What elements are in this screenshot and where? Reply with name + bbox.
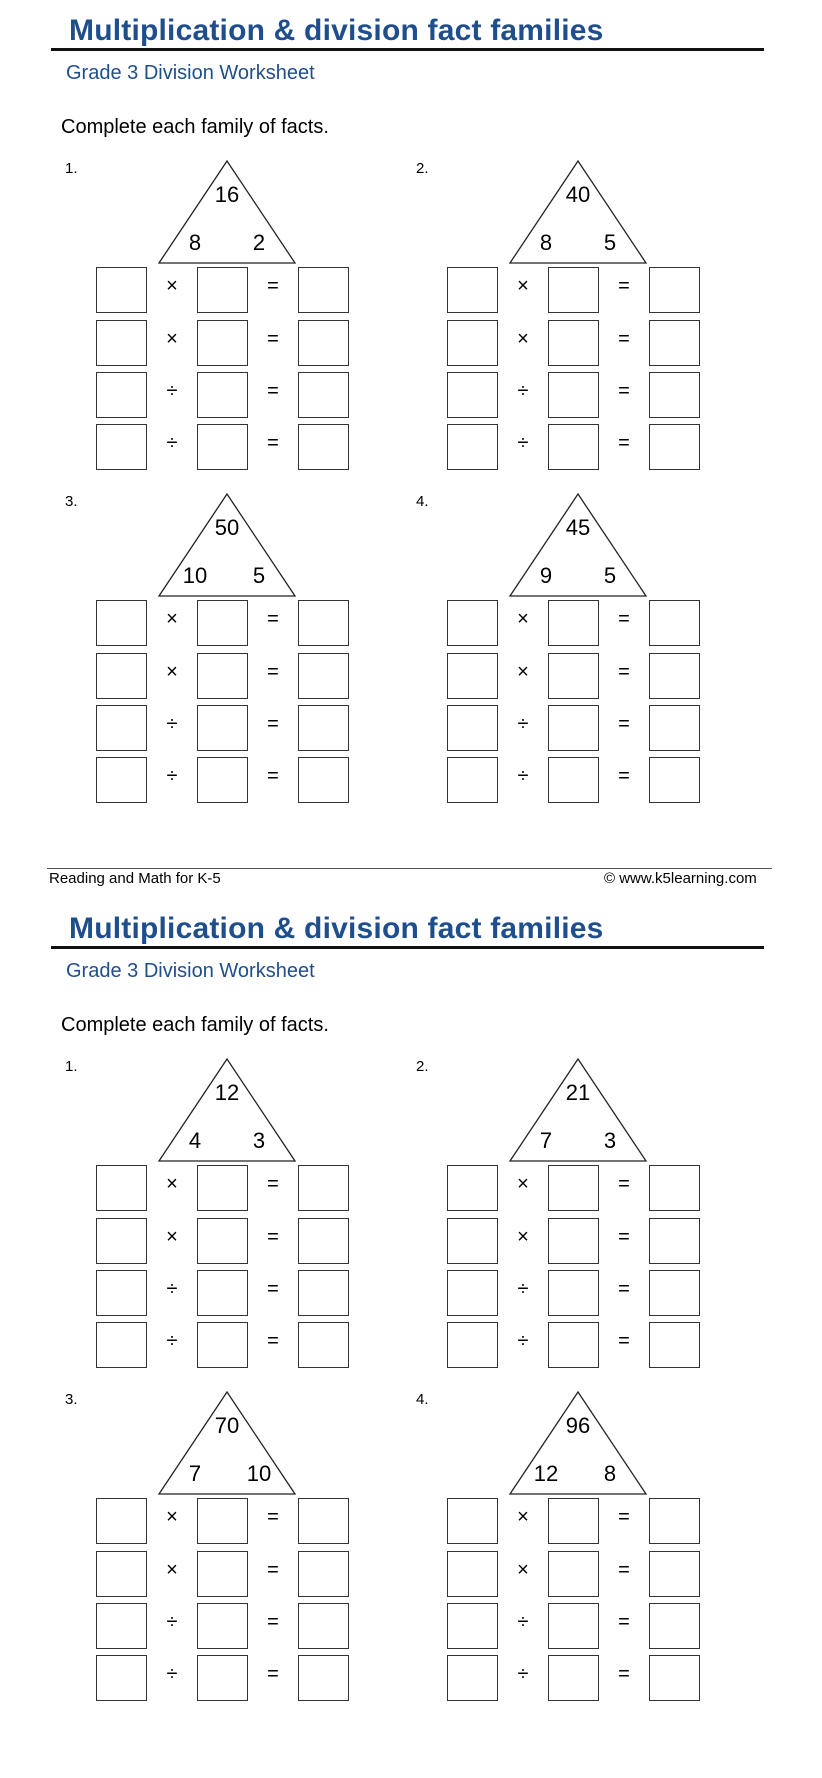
equation-row bbox=[96, 1603, 356, 1649]
answer-box[interactable] bbox=[447, 372, 498, 418]
multiply-sign: × bbox=[166, 1226, 178, 1248]
answer-box[interactable] bbox=[197, 1218, 248, 1264]
answer-box[interactable] bbox=[298, 1603, 349, 1649]
answer-box[interactable] bbox=[649, 372, 700, 418]
fact-family-problem bbox=[416, 493, 746, 813]
answer-box[interactable] bbox=[298, 1165, 349, 1211]
equals-sign: = bbox=[618, 328, 630, 350]
answer-box[interactable] bbox=[548, 1218, 599, 1264]
answer-box[interactable] bbox=[96, 424, 147, 470]
multiply-sign: × bbox=[517, 328, 529, 350]
multiply-sign: × bbox=[517, 608, 529, 630]
answer-box[interactable] bbox=[447, 1551, 498, 1597]
multiply-sign: × bbox=[166, 275, 178, 297]
multiply-sign: × bbox=[166, 1506, 178, 1528]
divide-sign: ÷ bbox=[166, 713, 178, 735]
answer-box[interactable] bbox=[649, 653, 700, 699]
answer-box[interactable] bbox=[649, 1655, 700, 1701]
triangle-product: 21 bbox=[565, 1080, 591, 1105]
answer-box[interactable] bbox=[197, 1603, 248, 1649]
answer-box[interactable] bbox=[548, 705, 599, 751]
equation-row bbox=[96, 705, 356, 751]
triangle-product: 16 bbox=[214, 182, 240, 207]
equation-row bbox=[96, 1218, 356, 1264]
problem-number: 1. bbox=[65, 160, 78, 177]
divide-sign: ÷ bbox=[517, 432, 529, 454]
divide-sign: ÷ bbox=[517, 713, 529, 735]
answer-box[interactable] bbox=[548, 757, 599, 803]
fact-triangle bbox=[508, 1391, 648, 1495]
answer-box[interactable] bbox=[447, 600, 498, 646]
equation-row bbox=[96, 267, 356, 313]
equals-sign: = bbox=[618, 765, 630, 787]
fact-family-problem bbox=[65, 1391, 395, 1711]
equation-row bbox=[96, 600, 356, 646]
equation-row bbox=[447, 1322, 707, 1368]
triangle-product: 40 bbox=[565, 182, 591, 207]
answer-box[interactable] bbox=[447, 1270, 498, 1316]
answer-box[interactable] bbox=[96, 705, 147, 751]
answer-box[interactable] bbox=[447, 1498, 498, 1544]
fact-triangle bbox=[508, 493, 648, 597]
answer-box[interactable] bbox=[298, 705, 349, 751]
answer-box[interactable] bbox=[298, 424, 349, 470]
answer-box[interactable] bbox=[197, 1165, 248, 1211]
equals-sign: = bbox=[267, 380, 279, 402]
answer-box[interactable] bbox=[548, 267, 599, 313]
equation-row bbox=[96, 757, 356, 803]
answer-box[interactable] bbox=[548, 424, 599, 470]
equation-row bbox=[447, 705, 707, 751]
triangle-factor-right: 5 bbox=[603, 563, 617, 588]
equals-sign: = bbox=[618, 432, 630, 454]
equals-sign: = bbox=[618, 661, 630, 683]
answer-box[interactable] bbox=[447, 1165, 498, 1211]
answer-box[interactable] bbox=[298, 653, 349, 699]
worksheet-page-1 bbox=[0, 0, 822, 887]
multiply-sign: × bbox=[517, 1506, 529, 1528]
answer-box[interactable] bbox=[447, 757, 498, 803]
answer-box[interactable] bbox=[197, 1270, 248, 1316]
equation-row bbox=[447, 267, 707, 313]
triangle-product: 50 bbox=[214, 515, 240, 540]
triangle-factor-left: 7 bbox=[539, 1128, 553, 1153]
answer-box[interactable] bbox=[548, 372, 599, 418]
answer-box[interactable] bbox=[96, 1270, 147, 1316]
equation-row bbox=[447, 424, 707, 470]
triangle-factor-left: 8 bbox=[539, 230, 553, 255]
fact-triangle bbox=[157, 160, 297, 264]
equation-row bbox=[96, 1270, 356, 1316]
equals-sign: = bbox=[267, 328, 279, 350]
answer-box[interactable] bbox=[649, 705, 700, 751]
equation-row bbox=[447, 1165, 707, 1211]
equation-row bbox=[96, 1322, 356, 1368]
answer-box[interactable] bbox=[96, 267, 147, 313]
answer-box[interactable] bbox=[96, 1655, 147, 1701]
answer-box[interactable] bbox=[649, 600, 700, 646]
problem-number: 2. bbox=[416, 160, 429, 177]
answer-box[interactable] bbox=[96, 653, 147, 699]
triangle-product: 70 bbox=[214, 1413, 240, 1438]
equals-sign: = bbox=[267, 1559, 279, 1581]
equals-sign: = bbox=[267, 275, 279, 297]
answer-box[interactable] bbox=[96, 320, 147, 366]
multiply-sign: × bbox=[166, 608, 178, 630]
answer-box[interactable] bbox=[298, 1270, 349, 1316]
answer-box[interactable] bbox=[298, 320, 349, 366]
answer-box[interactable] bbox=[197, 424, 248, 470]
answer-box[interactable] bbox=[447, 320, 498, 366]
footer-copyright: © www.k5learning.com bbox=[604, 870, 757, 887]
answer-box[interactable] bbox=[649, 1218, 700, 1264]
equals-sign: = bbox=[618, 275, 630, 297]
equals-sign: = bbox=[267, 608, 279, 630]
footer-left-text: Reading and Math for K-5 bbox=[49, 870, 221, 887]
answer-box[interactable] bbox=[298, 600, 349, 646]
equals-sign: = bbox=[267, 1278, 279, 1300]
equals-sign: = bbox=[267, 1173, 279, 1195]
answer-box[interactable] bbox=[298, 757, 349, 803]
instructions: Complete each family of facts. bbox=[61, 116, 329, 138]
answer-box[interactable] bbox=[649, 1270, 700, 1316]
answer-box[interactable] bbox=[197, 320, 248, 366]
divide-sign: ÷ bbox=[166, 765, 178, 787]
answer-box[interactable] bbox=[649, 1551, 700, 1597]
equation-row bbox=[447, 372, 707, 418]
equation-row bbox=[447, 757, 707, 803]
multiply-sign: × bbox=[517, 1173, 529, 1195]
divide-sign: ÷ bbox=[166, 1278, 178, 1300]
answer-box[interactable] bbox=[548, 1655, 599, 1701]
equals-sign: = bbox=[618, 1506, 630, 1528]
multiply-sign: × bbox=[517, 275, 529, 297]
answer-box[interactable] bbox=[649, 1165, 700, 1211]
triangle-factor-left: 10 bbox=[182, 563, 208, 588]
answer-box[interactable] bbox=[96, 1322, 147, 1368]
equals-sign: = bbox=[618, 713, 630, 735]
equation-row bbox=[447, 1498, 707, 1544]
equation-row bbox=[447, 1551, 707, 1597]
answer-box[interactable] bbox=[447, 1218, 498, 1264]
answer-box[interactable] bbox=[197, 267, 248, 313]
multiply-sign: × bbox=[517, 1226, 529, 1248]
answer-box[interactable] bbox=[197, 757, 248, 803]
fact-triangle bbox=[508, 1058, 648, 1162]
triangle-factor-left: 4 bbox=[188, 1128, 202, 1153]
problem-number: 3. bbox=[65, 493, 78, 510]
fact-triangle bbox=[157, 1058, 297, 1162]
answer-box[interactable] bbox=[96, 600, 147, 646]
answer-box[interactable] bbox=[96, 1165, 147, 1211]
equation-row bbox=[96, 1165, 356, 1211]
multiply-sign: × bbox=[166, 1559, 178, 1581]
multiply-sign: × bbox=[166, 1173, 178, 1195]
triangle-factor-right: 10 bbox=[246, 1461, 272, 1486]
answer-box[interactable] bbox=[96, 1551, 147, 1597]
equals-sign: = bbox=[267, 713, 279, 735]
page-title: Multiplication & division fact families bbox=[69, 912, 604, 945]
title-divider bbox=[51, 946, 764, 949]
equals-sign: = bbox=[267, 1506, 279, 1528]
equation-row bbox=[96, 1498, 356, 1544]
multiply-sign: × bbox=[166, 328, 178, 350]
divide-sign: ÷ bbox=[166, 1611, 178, 1633]
equation-row bbox=[447, 653, 707, 699]
divide-sign: ÷ bbox=[166, 432, 178, 454]
equals-sign: = bbox=[267, 661, 279, 683]
equation-row bbox=[96, 372, 356, 418]
triangle-factor-right: 3 bbox=[252, 1128, 266, 1153]
answer-box[interactable] bbox=[649, 424, 700, 470]
equation-row bbox=[447, 1655, 707, 1701]
fact-triangle bbox=[157, 1391, 297, 1495]
answer-box[interactable] bbox=[447, 267, 498, 313]
equation-row bbox=[447, 600, 707, 646]
title-divider bbox=[51, 48, 764, 51]
answer-box[interactable] bbox=[447, 1322, 498, 1368]
page-subtitle: Grade 3 Division Worksheet bbox=[66, 62, 315, 84]
divide-sign: ÷ bbox=[166, 1663, 178, 1685]
equals-sign: = bbox=[618, 1330, 630, 1352]
page-subtitle: Grade 3 Division Worksheet bbox=[66, 960, 315, 982]
answer-box[interactable] bbox=[548, 1322, 599, 1368]
fact-family-problem bbox=[416, 1391, 746, 1711]
problem-number: 3. bbox=[65, 1391, 78, 1408]
answer-box[interactable] bbox=[548, 1603, 599, 1649]
answer-box[interactable] bbox=[447, 1603, 498, 1649]
answer-box[interactable] bbox=[649, 1498, 700, 1544]
equation-row bbox=[447, 1218, 707, 1264]
triangle-factor-right: 2 bbox=[252, 230, 266, 255]
multiply-sign: × bbox=[517, 1559, 529, 1581]
equals-sign: = bbox=[267, 432, 279, 454]
triangle-factor-right: 5 bbox=[252, 563, 266, 588]
answer-box[interactable] bbox=[548, 600, 599, 646]
footer-divider bbox=[47, 868, 772, 869]
answer-box[interactable] bbox=[447, 653, 498, 699]
triangle-product: 96 bbox=[565, 1413, 591, 1438]
equation-row bbox=[96, 1655, 356, 1701]
equation-row bbox=[96, 424, 356, 470]
triangle-product: 45 bbox=[565, 515, 591, 540]
answer-box[interactable] bbox=[649, 1603, 700, 1649]
divide-sign: ÷ bbox=[166, 1330, 178, 1352]
equals-sign: = bbox=[618, 1173, 630, 1195]
answer-box[interactable] bbox=[548, 653, 599, 699]
answer-box[interactable] bbox=[447, 705, 498, 751]
answer-box[interactable] bbox=[649, 320, 700, 366]
answer-box[interactable] bbox=[96, 372, 147, 418]
answer-box[interactable] bbox=[197, 705, 248, 751]
answer-box[interactable] bbox=[447, 424, 498, 470]
answer-box[interactable] bbox=[649, 267, 700, 313]
divide-sign: ÷ bbox=[517, 380, 529, 402]
divide-sign: ÷ bbox=[166, 380, 178, 402]
answer-box[interactable] bbox=[197, 1551, 248, 1597]
instructions: Complete each family of facts. bbox=[61, 1014, 329, 1036]
equation-row bbox=[447, 1603, 707, 1649]
multiply-sign: × bbox=[517, 661, 529, 683]
fact-family-problem bbox=[65, 160, 395, 480]
equation-row bbox=[96, 1551, 356, 1597]
answer-box[interactable] bbox=[298, 1655, 349, 1701]
fact-triangle bbox=[157, 493, 297, 597]
equation-row bbox=[96, 320, 356, 366]
answer-box[interactable] bbox=[298, 1498, 349, 1544]
equation-row bbox=[447, 320, 707, 366]
answer-box[interactable] bbox=[649, 1322, 700, 1368]
triangle-factor-left: 9 bbox=[539, 563, 553, 588]
divide-sign: ÷ bbox=[517, 1330, 529, 1352]
divide-sign: ÷ bbox=[517, 1278, 529, 1300]
equals-sign: = bbox=[267, 1611, 279, 1633]
equals-sign: = bbox=[267, 765, 279, 787]
answer-box[interactable] bbox=[96, 1218, 147, 1264]
equals-sign: = bbox=[618, 1559, 630, 1581]
fact-triangle bbox=[508, 160, 648, 264]
answer-box[interactable] bbox=[447, 1655, 498, 1701]
triangle-factor-right: 8 bbox=[603, 1461, 617, 1486]
answer-box[interactable] bbox=[649, 757, 700, 803]
equation-row bbox=[96, 653, 356, 699]
triangle-factor-left: 12 bbox=[533, 1461, 559, 1486]
worksheet-page-2 bbox=[0, 898, 822, 1778]
equals-sign: = bbox=[618, 608, 630, 630]
triangle-factor-left: 8 bbox=[188, 230, 202, 255]
equals-sign: = bbox=[618, 380, 630, 402]
answer-box[interactable] bbox=[298, 372, 349, 418]
equals-sign: = bbox=[267, 1330, 279, 1352]
answer-box[interactable] bbox=[548, 1165, 599, 1211]
answer-box[interactable] bbox=[548, 320, 599, 366]
answer-box[interactable] bbox=[548, 1551, 599, 1597]
answer-box[interactable] bbox=[96, 757, 147, 803]
problem-number: 4. bbox=[416, 1391, 429, 1408]
equals-sign: = bbox=[267, 1663, 279, 1685]
answer-box[interactable] bbox=[197, 653, 248, 699]
equals-sign: = bbox=[618, 1611, 630, 1633]
fact-family-problem bbox=[65, 493, 395, 813]
answer-box[interactable] bbox=[548, 1498, 599, 1544]
equals-sign: = bbox=[618, 1226, 630, 1248]
equals-sign: = bbox=[618, 1663, 630, 1685]
answer-box[interactable] bbox=[197, 372, 248, 418]
divide-sign: ÷ bbox=[517, 1663, 529, 1685]
triangle-factor-right: 3 bbox=[603, 1128, 617, 1153]
page-title: Multiplication & division fact families bbox=[69, 14, 604, 47]
fact-family-problem bbox=[416, 160, 746, 480]
answer-box[interactable] bbox=[197, 1322, 248, 1368]
answer-box[interactable] bbox=[96, 1498, 147, 1544]
triangle-factor-right: 5 bbox=[603, 230, 617, 255]
triangle-factor-left: 7 bbox=[188, 1461, 202, 1486]
answer-box[interactable] bbox=[197, 1498, 248, 1544]
divide-sign: ÷ bbox=[517, 1611, 529, 1633]
problem-number: 2. bbox=[416, 1058, 429, 1075]
answer-box[interactable] bbox=[298, 1218, 349, 1264]
fact-family-problem bbox=[416, 1058, 746, 1378]
answer-box[interactable] bbox=[548, 1270, 599, 1316]
multiply-sign: × bbox=[166, 661, 178, 683]
equals-sign: = bbox=[267, 1226, 279, 1248]
problem-number: 4. bbox=[416, 493, 429, 510]
answer-box[interactable] bbox=[197, 600, 248, 646]
answer-box[interactable] bbox=[298, 1551, 349, 1597]
triangle-product: 12 bbox=[214, 1080, 240, 1105]
answer-box[interactable] bbox=[96, 1603, 147, 1649]
equals-sign: = bbox=[618, 1278, 630, 1300]
fact-family-problem bbox=[65, 1058, 395, 1378]
equation-row bbox=[447, 1270, 707, 1316]
answer-box[interactable] bbox=[298, 267, 349, 313]
problem-number: 1. bbox=[65, 1058, 78, 1075]
answer-box[interactable] bbox=[197, 1655, 248, 1701]
divide-sign: ÷ bbox=[517, 765, 529, 787]
answer-box[interactable] bbox=[298, 1322, 349, 1368]
